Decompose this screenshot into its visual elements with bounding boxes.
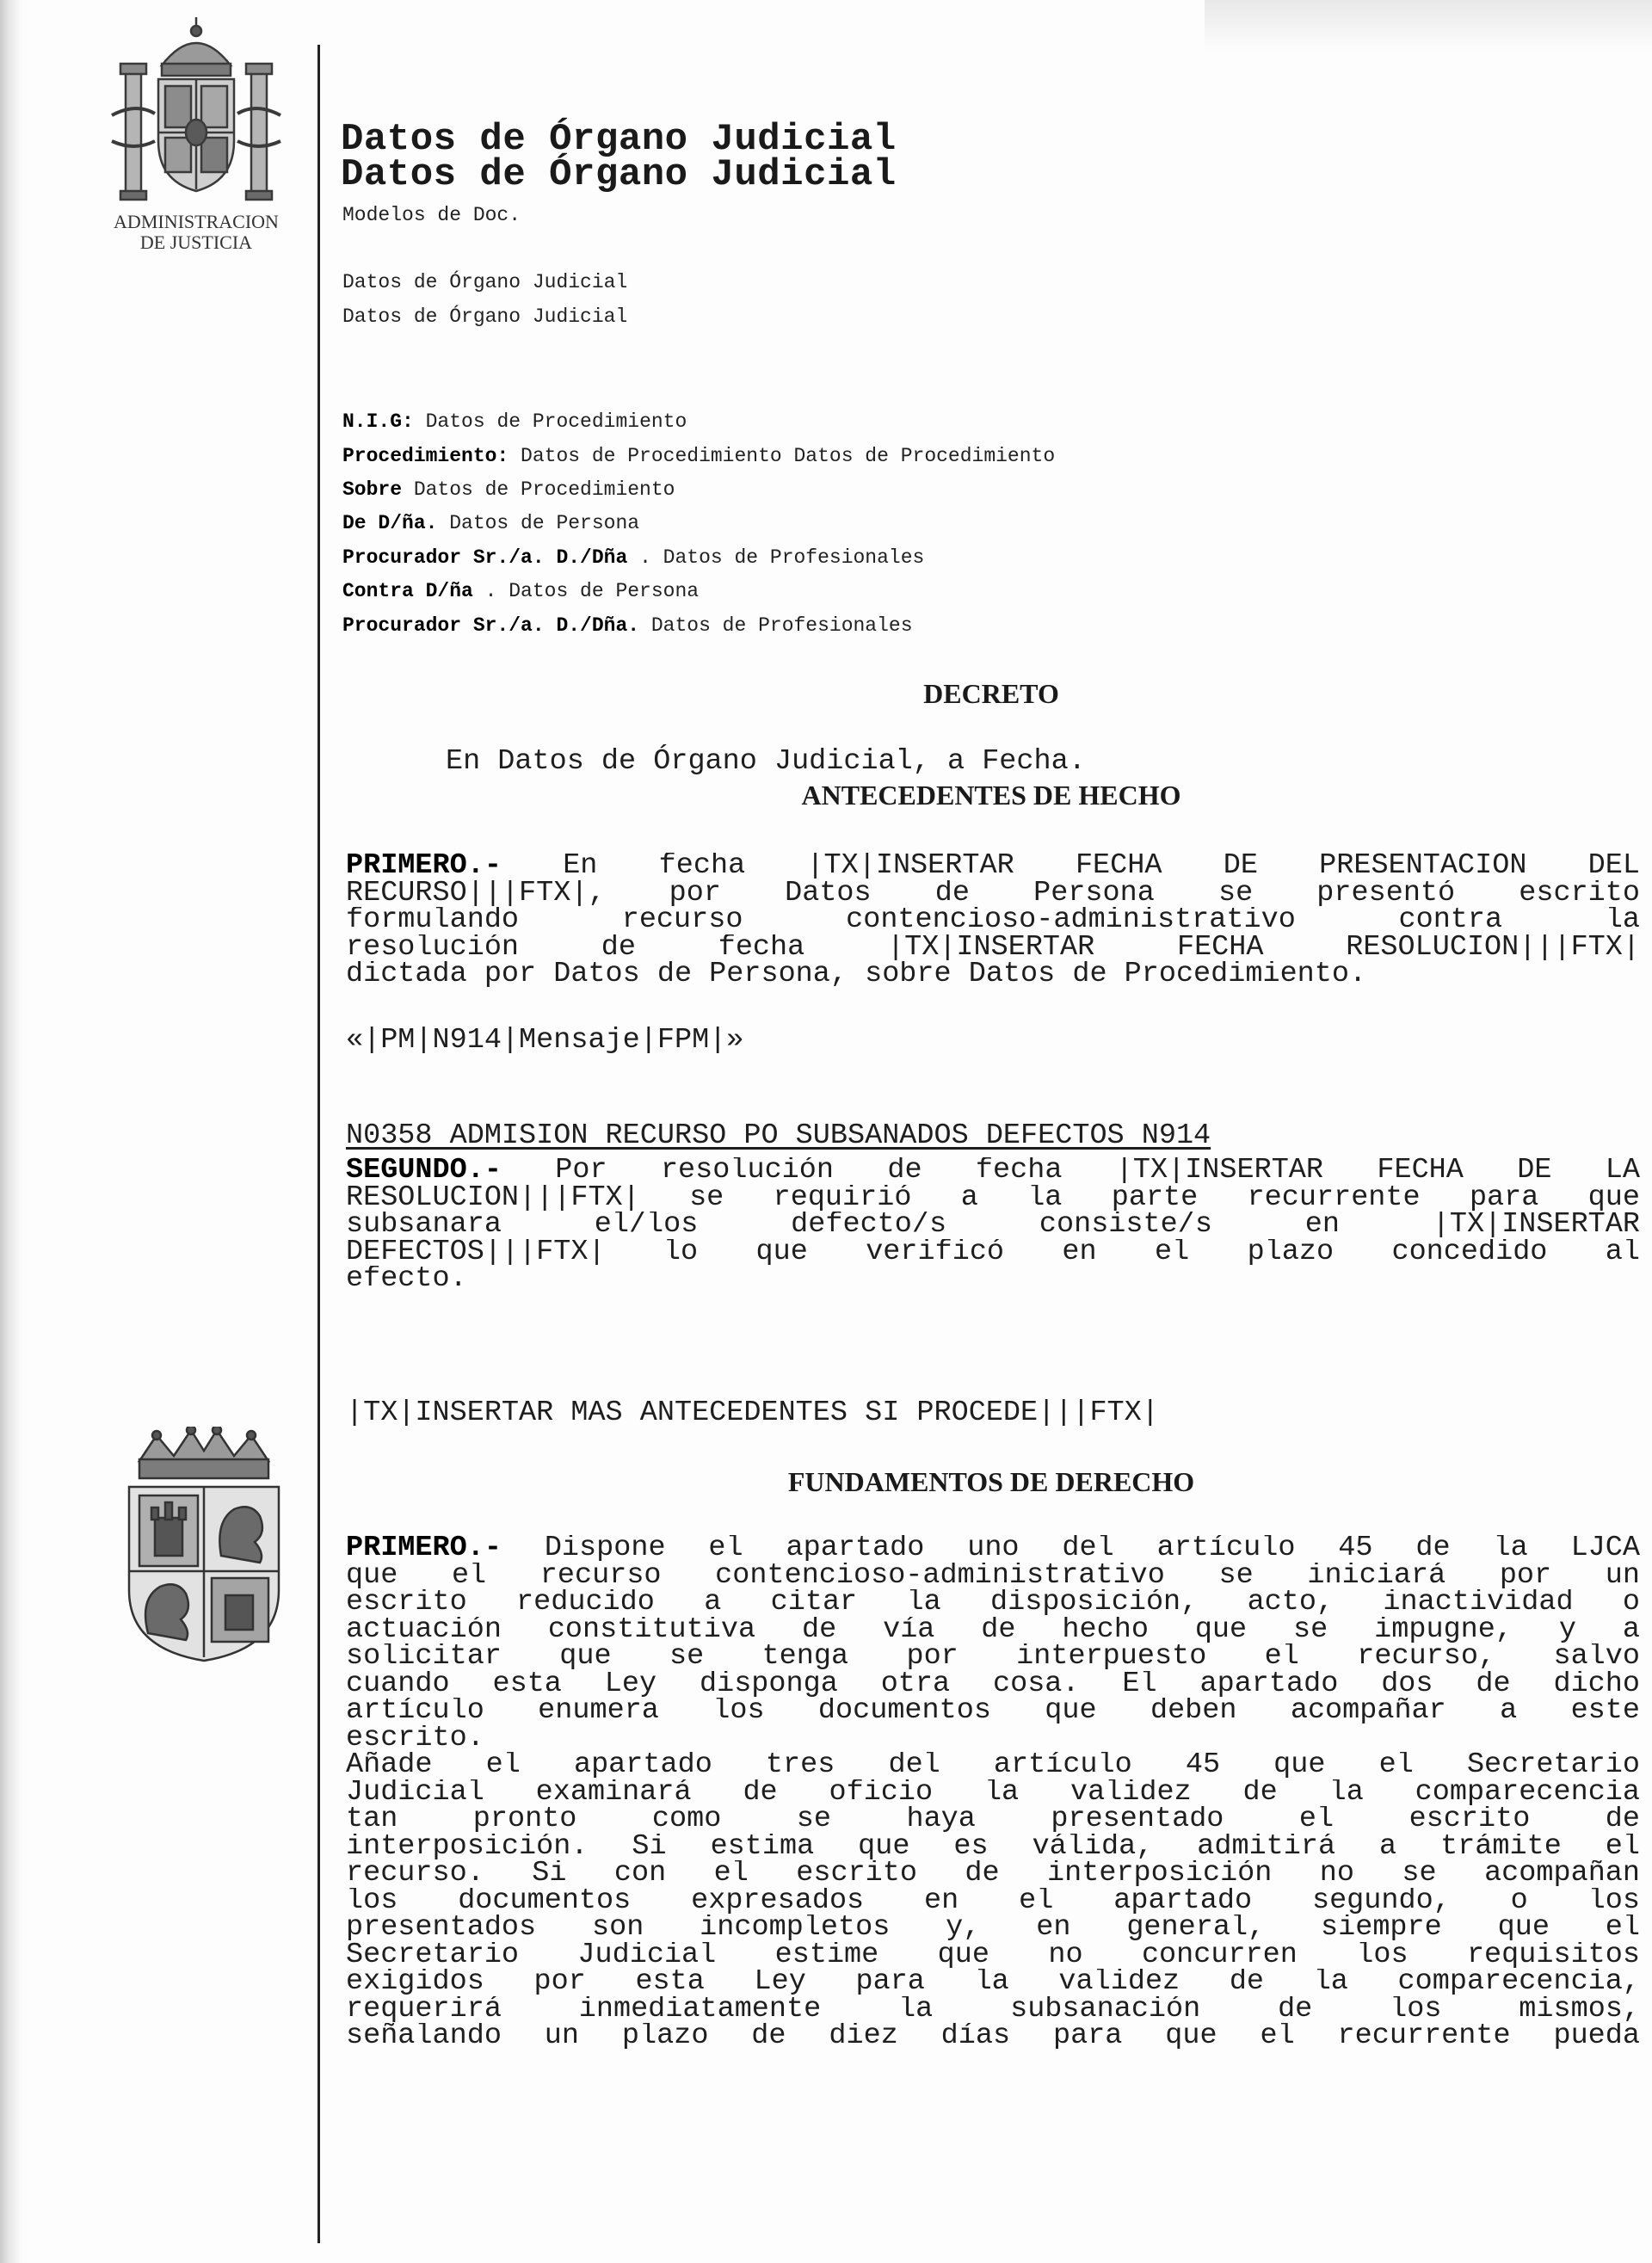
case-info-nig: N.I.G: Datos de Procedimiento bbox=[342, 410, 687, 433]
case-info-plaintiff-attorney: Procurador Sr./a. D./Dña . Datos de Profesionales bbox=[342, 546, 925, 569]
paragraph-line: escrito. bbox=[346, 1724, 484, 1752]
paragraph-line: efecto. bbox=[346, 1266, 467, 1293]
paragraph-line: que el recurso contencioso-administrativo se iniciará por un bbox=[346, 1562, 1640, 1589]
paragraph-line: interposición. Si estima que es válida, admitirá a trámite el bbox=[346, 1833, 1640, 1860]
paragraph-line: cuando esta Ley disponga otra cosa. El apartado dos de dicho bbox=[346, 1670, 1640, 1698]
administration-caption bbox=[93, 212, 299, 253]
paragraph-line: Añade el apartado tres del artículo 45 que el Secretario bbox=[346, 1752, 1640, 1779]
paragraph-line: artículo enumera los documentos que deben acompañar a este bbox=[346, 1698, 1640, 1725]
regional-coat-of-arms-logo bbox=[114, 1427, 294, 1668]
paragraph-line: RECURSO|||FTX|, por Datos de Persona se presentó escrito bbox=[346, 879, 1640, 907]
antecedente-segundo-paragraph bbox=[346, 1157, 1640, 1293]
caption-line-1: ADMINISTRACION bbox=[114, 211, 279, 232]
paragraph-line: Secretario Judicial estime que no concurren los requisitos bbox=[346, 1941, 1640, 1969]
message-code: «|PM|N914|Mensaje|FPM|» bbox=[346, 1024, 744, 1057]
court-title-line-2: Datos de Órgano Judicial bbox=[341, 153, 897, 196]
caption-line-2: DE JUSTICIA bbox=[139, 231, 253, 253]
scan-shadow-top bbox=[1205, 0, 1652, 52]
paragraph-line: PRIMERO.- En fecha |TX|INSERTAR FECHA DE PRESENTACION DEL bbox=[346, 853, 1640, 880]
paragraph-line: DEFECTOS|||FTX| lo que verificó en el plazo concedido al bbox=[346, 1238, 1640, 1266]
paragraph-line: solicitar que se tenga por interpuesto el recurso, salvo bbox=[346, 1643, 1640, 1671]
paragraph-line: señalando un plazo de diez días para que el recurrente pueda bbox=[346, 2023, 1640, 2050]
spain-coat-of-arms-logo bbox=[102, 12, 291, 210]
court-address-line-2: Datos de Órgano Judicial bbox=[342, 305, 628, 328]
court-address-line-1: Datos de Órgano Judicial bbox=[342, 271, 628, 293]
case-info-plaintiff: De D/ña. Datos de Persona bbox=[342, 512, 640, 534]
margin-rule bbox=[317, 45, 320, 2243]
fundamentos-heading: FUNDAMENTOS DE DERECHO bbox=[787, 1466, 1195, 1497]
paragraph-line: formulando recurso contencioso-administrativo contra la bbox=[346, 907, 1640, 934]
paragraph-line: PRIMERO.- Dispone el apartado uno del artículo 45 de la LJCA bbox=[346, 1535, 1640, 1563]
case-info-defendant-attorney: Procurador Sr./a. D./Dña. Datos de Profesionales bbox=[342, 614, 913, 637]
antecedente-primero-paragraph bbox=[346, 853, 1640, 989]
document-model-label: Modelos de Doc. bbox=[342, 204, 521, 226]
paragraph-line: exigidos por esta Ley para la validez de la comparecencia, bbox=[346, 1969, 1640, 1996]
paragraph-line: subsanara el/los defecto/s consiste/s en |TX|INSERTAR bbox=[346, 1212, 1640, 1239]
case-info-sobre: Sobre Datos de Procedimiento bbox=[342, 478, 675, 501]
paragraph-line: los documentos expresados en el apartado segundo, o los bbox=[346, 1887, 1640, 1915]
case-info-defendant: Contra D/ña . Datos de Persona bbox=[342, 580, 700, 602]
paragraph-line: dictada por Datos de Persona, sobre Datos de Procedimiento. bbox=[346, 961, 1367, 989]
paragraph-line: actuación constitutiva de vía de hecho que se impugne, y a bbox=[346, 1616, 1640, 1643]
paragraph-line: requerirá inmediatamente la subsanación de los mismos, bbox=[346, 1995, 1640, 2023]
paragraph-line: SEGUNDO.- Por resolución de fecha |TX|INSERTAR FECHA DE LA bbox=[346, 1157, 1640, 1185]
antecedentes-heading: ANTECEDENTES DE HECHO bbox=[801, 780, 1181, 811]
decree-title: DECRETO bbox=[923, 678, 1059, 709]
paragraph-line: escrito reducido a citar la disposición, acto, inactividad o bbox=[346, 1589, 1640, 1617]
paragraph-line: RESOLUCION|||FTX| se requirió a la parte recurrente para que bbox=[346, 1184, 1640, 1212]
place-and-date: En Datos de Órgano Judicial, a Fecha. bbox=[446, 745, 1086, 778]
paragraph-line: tan pronto como se haya presentado el escrito de bbox=[346, 1806, 1640, 1834]
fundamento-primero-paragraph bbox=[346, 1535, 1640, 2050]
court-title-line-1: Datos de Órgano Judicial bbox=[341, 118, 897, 161]
scan-shadow-edge bbox=[0, 0, 22, 2263]
paragraph-line: Judicial examinará de oficio la validez de la comparecencia bbox=[346, 1779, 1640, 1806]
case-info-procedimiento: Procedimiento: Datos de Procedimiento Datos de Procedimiento bbox=[342, 445, 1056, 467]
paragraph-line: resolución de fecha |TX|INSERTAR FECHA RESOLUCION|||FTX| bbox=[346, 934, 1640, 961]
paragraph-line: recurso. Si con el escrito de interposición no se acompañan bbox=[346, 1860, 1640, 1888]
more-antecedentes-placeholder: |TX|INSERTAR MAS ANTECEDENTES SI PROCEDE|||FTX| bbox=[346, 1397, 1159, 1429]
model-code-line: N0358 ADMISION RECURSO PO SUBSANADOS DEFECTOS N914 bbox=[346, 1119, 1211, 1152]
paragraph-line: presentados son incompletos y, en general, siempre que el bbox=[346, 1915, 1640, 1942]
